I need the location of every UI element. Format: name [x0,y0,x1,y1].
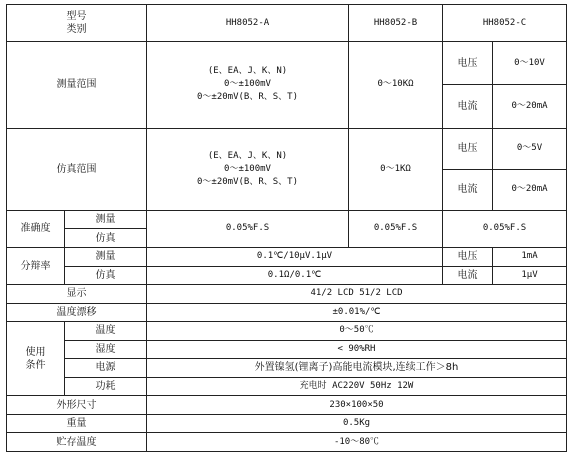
accuracy-row-1 [7,210,567,229]
resolution-row-1 [7,248,567,267]
storage-temp-label: 贮存温度 [7,433,147,452]
measure-range-label: 测量范围 [7,42,147,129]
measure-current-value: 0～20mA [493,85,567,128]
resolution-voltage-value: 1mA [493,248,567,267]
measure-voltage-label: 电压 [443,42,493,85]
dimensions-value: 230×100×50 [147,396,567,415]
dimensions-row [7,396,567,415]
humidity-value: < 90%RH [147,340,567,359]
conditions-row-2 [7,340,567,359]
sim-range-label: 仿真范围 [7,128,147,210]
sim-range-row-1 [7,128,567,169]
accuracy-label: 准确度 [7,210,65,247]
measure-current-label: 电流 [443,85,493,128]
model-b-header: HH8052-B [349,5,443,42]
measure-range-a-line3: 0～±20mV(B、R、S、T) [196,92,299,103]
dimensions-label: 外形尺寸 [7,396,147,415]
sim-range-a-line1: (E、EA、J、K、N) [207,150,288,161]
resolution-sim-value: 0.1Ω/0.1℃ [147,266,443,285]
resolution-sim-label: 仿真 [65,266,147,285]
weight-value: 0.5Kg [147,414,567,433]
accuracy-c-value: 0.05%F.S [443,210,567,247]
measure-range-b-value: 0～10KΩ [349,42,443,129]
resolution-voltage-label: 电压 [443,248,493,267]
sim-voltage-label: 电压 [443,128,493,169]
temp-drift-label: 温度漂移 [7,303,147,322]
header-type-category-cell [7,5,147,42]
measure-voltage-value: 0～10V [493,42,567,85]
measure-range-row-1 [7,42,567,85]
weight-label: 重量 [7,414,147,433]
category-label: 类别 [66,24,87,36]
display-row [7,285,567,304]
measure-range-a-line2: 0～±100mV [224,79,271,90]
conditions-row-1 [7,322,567,341]
conditions-label [7,322,65,396]
accuracy-a-value: 0.05%F.S [147,210,349,247]
resolution-label: 分辩率 [7,248,65,285]
temperature-label: 温度 [65,322,147,341]
type-label: 型号 [66,11,87,23]
sim-current-value: 0～20mA [493,169,567,210]
power-label: 电源 [65,359,147,378]
temp-drift-value: ±0.01%/℃ [147,303,567,322]
accuracy-measure-label: 测量 [65,210,147,229]
measure-range-a-value [147,42,349,129]
conditions-row-3 [7,359,567,378]
sim-range-b-value: 0～1KΩ [349,128,443,210]
weight-row [7,414,567,433]
resolution-current-label: 电流 [443,266,493,285]
measure-range-a-line1: (E、EA、J、K、N) [207,66,288,77]
temp-drift-row [7,303,567,322]
resolution-measure-label: 测量 [65,248,147,267]
sim-voltage-value: 0～5V [493,128,567,169]
resolution-measure-value: 0.1℃/10μV.1μV [147,248,443,267]
resolution-current-value: 1μV [493,266,567,285]
conditions-row-4 [7,377,567,396]
display-label: 显示 [7,285,147,304]
accuracy-sim-label: 仿真 [65,229,147,248]
consumption-value: 充电时 AC220V 50Hz 12W [147,377,567,396]
conditions-label-line2: 条件 [25,359,46,371]
header-row [7,5,567,42]
power-value: 外置镍氢(锂离子)高能电流模块,连续工作＞8h [147,359,567,378]
display-value: 41/2 LCD 51/2 LCD [147,285,567,304]
model-c-header: HH8052-C [443,5,567,42]
humidity-label: 湿度 [65,340,147,359]
model-a-header: HH8052-A [147,5,349,42]
accuracy-b-value: 0.05%F.S [349,210,443,247]
sim-current-label: 电流 [443,169,493,210]
sim-range-a-value [147,128,349,210]
consumption-label: 功耗 [65,377,147,396]
sim-range-a-line2: 0～±100mV [224,163,271,174]
storage-temp-value: -10～80℃ [147,433,567,452]
sim-range-a-line3: 0～±20mV(B、R、S、T) [196,176,299,187]
temperature-value: 0～50℃ [147,322,567,341]
spec-table [6,4,567,452]
storage-temp-row [7,433,567,452]
resolution-row-2 [7,266,567,285]
conditions-label-line1: 使用 [25,346,46,358]
